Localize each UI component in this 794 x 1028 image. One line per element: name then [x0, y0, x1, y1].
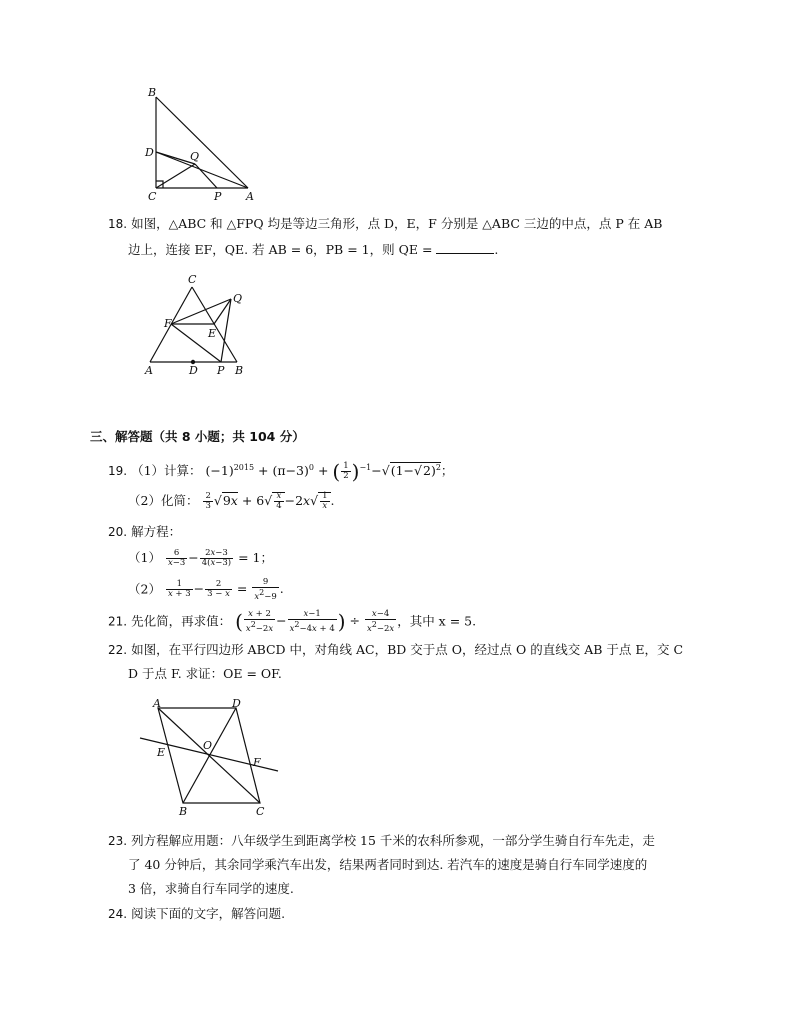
q23-line1: 23. 列方程解应用题：八年级学生到距离学校 15 千米的农科所参观，一部分学生骑自行车先走，走	[108, 833, 655, 848]
q19-part1-expression: $(-1)^{2015} + (\pi-3)^0$ + ( $\frac{1}{2}$ )$^{-1}-√(1-√2)^2$；	[205, 459, 454, 484]
q22-figure	[135, 696, 280, 818]
label-D: D	[189, 364, 198, 377]
q20-part1-equation: $\frac{6}{x-3}$ − $\frac{2x-3}{4(x-3)}$ = 1；	[167, 548, 274, 568]
label-A: A	[145, 364, 153, 377]
segment-CQ	[156, 164, 195, 188]
q20-title: 20. 解方程：	[108, 524, 182, 539]
q23-line3: 3 倍，求骑自行车同学的速度.	[128, 881, 294, 896]
label-E: E	[157, 746, 166, 759]
q18-line2: 边上，连接 EF，QE. 若 AB = 6，PB = 1，则 QE = .	[128, 242, 499, 257]
label-O: O	[203, 739, 213, 752]
label-B: B	[179, 805, 188, 818]
q20-part2: （2） $\frac{1}{x + 3}$ − $\frac{2}{3 - x}$ = $\frac{9}{x^2-9}$ .	[128, 577, 284, 602]
q19-part1: 19. （1）计算： $(-1)^{2015} + (\pi-3)^0$ + ( $\frac{1}{2}$ )$^{-1}-√(1-√2)^2$；	[108, 459, 454, 484]
section-title: 三、解答题（共 8 小题；共 104 分）	[90, 429, 305, 444]
label-P: P	[217, 364, 225, 377]
label-C: C	[188, 273, 197, 286]
q21-expression: ( $\frac{x + 2}{x^2-2x}$ − $\frac{x-1}{x^2-4x + 4}$ ) ÷ $\frac{x-4}{x^2-2x}$	[235, 609, 395, 634]
label-E: E	[208, 327, 217, 340]
label-C: C	[256, 805, 265, 818]
answer-blank[interactable]	[436, 242, 494, 254]
q19-part2-expression: $\frac{2}{3}$ √9x + 6√ $\frac{x}{4}$ −2x√ $\frac{1}{x}$ .	[205, 491, 335, 511]
label-B: B	[235, 364, 244, 377]
q19-part2: （2）化简： $\frac{2}{3}$ √9x + 6√ $\frac{x}{4}$ −2x√ $\frac{1}{x}$ .	[128, 491, 335, 511]
q17-figure	[140, 85, 265, 205]
q23-line2: 了 40 分钟后，其余同学乘汽车出发，结果两者同时到达. 若汽车的速度是骑自行车同学速度的	[128, 857, 648, 872]
q20-part1: （1） $\frac{6}{x-3}$ − $\frac{2x-3}{4(x-3)}$ = 1；	[128, 548, 274, 568]
label-B: B	[148, 86, 157, 99]
segment-QP	[221, 299, 231, 362]
q21: 21. 先化简，再求值： ( $\frac{x + 2}{x^2-2x}$ − $\frac{x-1}{x^2-4x + 4}$ ) ÷ $\frac{x-4}{x^2-2x}$ ，其中 x = 5.	[108, 609, 477, 634]
segment-QP	[195, 164, 217, 188]
label-Q: Q	[190, 150, 200, 163]
q22-line1: 22. 如图，在平行四边形 ABCD 中，对角线 AC，BD 交于点 O，经过点 O 的直线交 AB 于点 E，交 C	[108, 642, 684, 657]
q22-line2: D 于点 F. 求证：OE = OF.	[128, 666, 282, 681]
q18-figure	[140, 270, 255, 380]
label-D: D	[232, 697, 241, 710]
label-D: D	[145, 146, 154, 159]
segment-BA	[156, 97, 248, 188]
label-F: F	[164, 317, 172, 330]
diagonal-BD	[183, 708, 236, 803]
q20-part2-equation: $\frac{1}{x + 3}$ − $\frac{2}{3 - x}$ = $\frac{9}{x^2-9}$ .	[167, 577, 284, 602]
segment-DA	[156, 152, 248, 188]
q24-line1: 24. 阅读下面的文字，解答问题.	[108, 906, 286, 921]
q18-line1: 18. 如图，△ABC 和 △FPQ 均是等边三角形，点 D，E，F 分别是 △ABC 三边的中点，点 P 在 AB	[108, 216, 663, 231]
label-A: A	[246, 190, 254, 203]
label-F: F	[253, 756, 261, 769]
label-Q: Q	[233, 292, 243, 305]
label-C: C	[148, 190, 157, 203]
label-P: P	[214, 190, 222, 203]
label-A: A	[153, 697, 161, 710]
